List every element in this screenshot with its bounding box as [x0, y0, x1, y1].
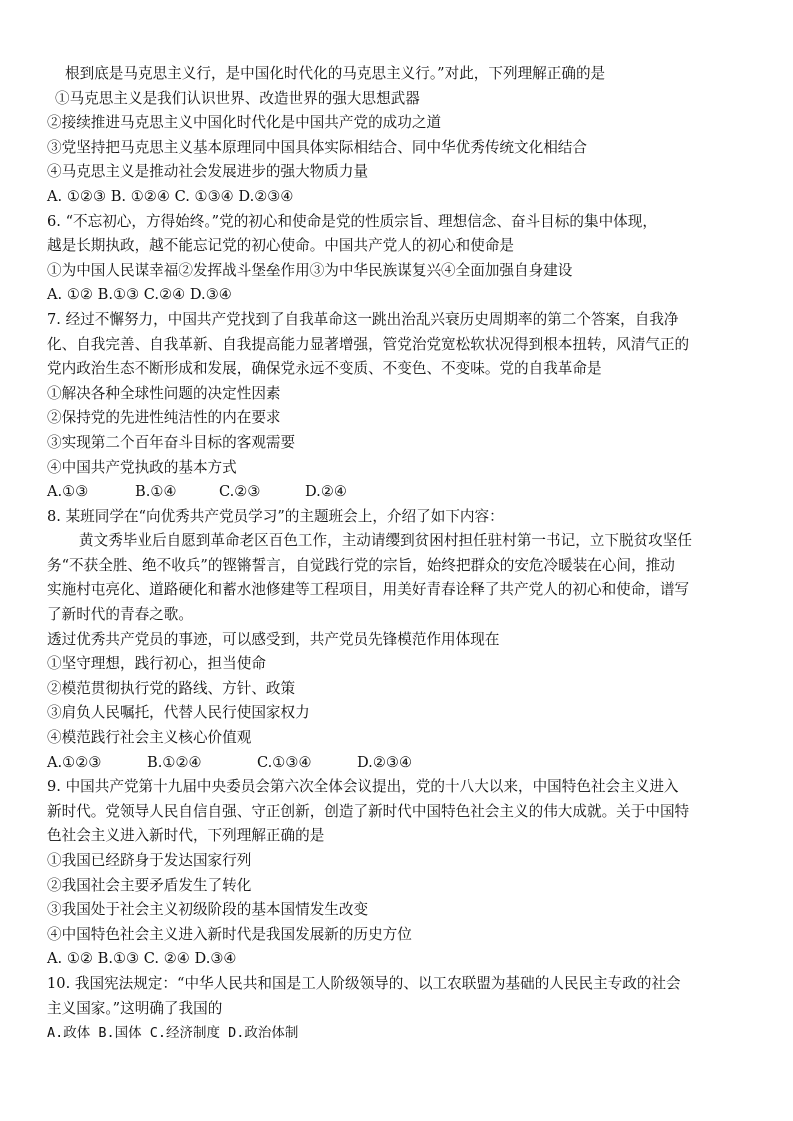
q8-options — [47, 751, 757, 776]
q10-options: A.政体 B.国体 C.经济制度 D.政治体制 — [47, 1025, 299, 1042]
exam-page — [47, 62, 757, 1046]
q8-option-d: D.②③④ — [357, 753, 413, 771]
q8-statement-3: ③肩负人民嘱托，代替人民行使国家权力 — [47, 704, 310, 722]
q10-stem-line-2: 主义国家。”这明确了我国的 — [47, 999, 223, 1017]
q7-stem-line-3: 党内政治生态不断形成和发展，确保党永远不变质、不变色、不变味。党的自我革命是 — [47, 360, 602, 378]
q8-stem-line-1: 8. 某班同学在“向优秀共产党员学习”的主题班会上，介绍了如下内容： — [47, 507, 504, 525]
q8-option-c: C.①③④ — [257, 753, 312, 771]
q8-option-a: A.①②③ — [47, 753, 102, 771]
q7-statement-2: ②保持党的先进性纯洁性的内在要求 — [47, 409, 281, 427]
q7-option-c: C.②③ — [219, 483, 261, 501]
q9-statement-4: ④中国特色社会主义进入新时代是我国发展新的历史方位 — [47, 925, 412, 943]
q6-statements: ①为中国人民谋幸福②发挥战斗堡垒作用③为中华民族谋复兴④全面加强自身建设 — [47, 261, 573, 279]
q8-question: 透过优秀共产党员的事迹，可以感受到，共产党员先锋模范作用体现在 — [47, 630, 500, 648]
q5-continuation: 根到底是马克思主义行，是中国化时代化的马克思主义行。”对此，下列理解正确的是 — [65, 65, 606, 82]
q7-statement-1: ①解决各种全球性问题的决定性因素 — [47, 384, 281, 402]
q8-passage-line-2: 务“不获全胜、绝不收兵”的铿锵誓言，自觉践行党的宗旨，始终把群众的安危冷暖装在心间，推动 — [47, 556, 675, 574]
q8-statement-1: ①坚守理想，践行初心，担当使命 — [47, 655, 266, 673]
q9-options: A. ①② B.①③ C. ②④ D.③④ — [47, 950, 237, 968]
q7-statement-3: ③实现第二个百年奋斗目标的客观需要 — [47, 433, 296, 451]
q9-stem-line-3: 色社会主义进入新时代，下列理解正确的是 — [47, 827, 325, 845]
q9-stem-line-1: 9. 中国共产党第十九届中央委员会第六次全体会议提出，党的十八大以来，中国特色社会主义进入 — [47, 778, 679, 796]
q8-statement-2: ②模范贯彻执行党的路线、方针、政策 — [47, 679, 296, 697]
q9-statement-2: ②我国社会主要矛盾发生了转化 — [47, 876, 252, 894]
q5-statement-2: ②接续推进马克思主义中国化时代化是中国共产党的成功之道 — [47, 114, 442, 132]
q5-options: A. ①②③ B. ①②④ C. ①③④ D.②③④ — [47, 187, 294, 205]
q5-statement-1: ①马克思主义是我们认识世界、改造世界的强大思想武器 — [55, 89, 420, 107]
q9-stem-line-2: 新时代。党领导人民自信自强、守正创新，创造了新时代中国特色社会主义的伟大成就。关于中国特 — [47, 802, 690, 820]
q7-option-b: B.①④ — [135, 483, 177, 501]
q8-passage-line-4: 了新时代的青春之歌。 — [47, 606, 193, 624]
q7-stem-line-2: 化、自我完善、自我革新、自我提高能力显著增强，管党治党宽松软状况得到根本扭转，风清气正的 — [47, 335, 690, 353]
q8-option-b: B.①②④ — [147, 753, 202, 771]
q6-options: A. ①② B.①③ C.②④ D.③④ — [47, 286, 232, 304]
q8-statement-4: ④模范践行社会主义核心价值观 — [47, 729, 252, 747]
q7-option-a: A.①③ — [47, 483, 89, 501]
q9-statement-1: ①我国已经跻身于发达国家行列 — [47, 852, 252, 869]
q5-statement-3: ③党坚持把马克思主义基本原理同中国具体实际相结合、同中华优秀传统文化相结合 — [47, 138, 587, 156]
q9-statement-3: ③我国处于社会主义初级阶段的基本国情发生改变 — [47, 901, 369, 919]
q5-statement-4: ④马克思主义是推动社会发展进步的强大物质力量 — [47, 163, 369, 181]
q8-passage-line-3: 实施村屯亮化、道路硬化和蓄水池修建等工程项目，用美好青春诠释了共产党人的初心和使命，谱写 — [47, 581, 690, 599]
q7-options — [47, 480, 757, 505]
q10-stem-line-1: 10. 我国宪法规定：“中华人民共和国是工人阶级领导的、以工农联盟为基础的人民民主专政的社会 — [47, 974, 681, 992]
q7-statement-4: ④中国共产党执政的基本方式 — [47, 458, 237, 476]
q7-option-d: D.②④ — [305, 483, 347, 501]
q6-stem-line-1: 6. “不忘初心，方得始终。”党的初心和使命是党的性质宗旨、理想信念、奋斗目标的集中体现， — [47, 212, 657, 230]
q8-passage-line-1: 黄文秀毕业后自愿到革命老区百色工作，主动请缨到贫困村担任驻村第一书记，立下脱贫攻坚任 — [79, 532, 692, 550]
q7-stem-line-1: 7. 经过不懈努力，中国共产党找到了自我革命这一跳出治乱兴衰历史周期率的第二个答案，自我净 — [47, 310, 679, 328]
q6-stem-line-2: 越是长期执政，越不能忘记党的初心使命。中国共产党人的初心和使命是 — [47, 237, 515, 255]
